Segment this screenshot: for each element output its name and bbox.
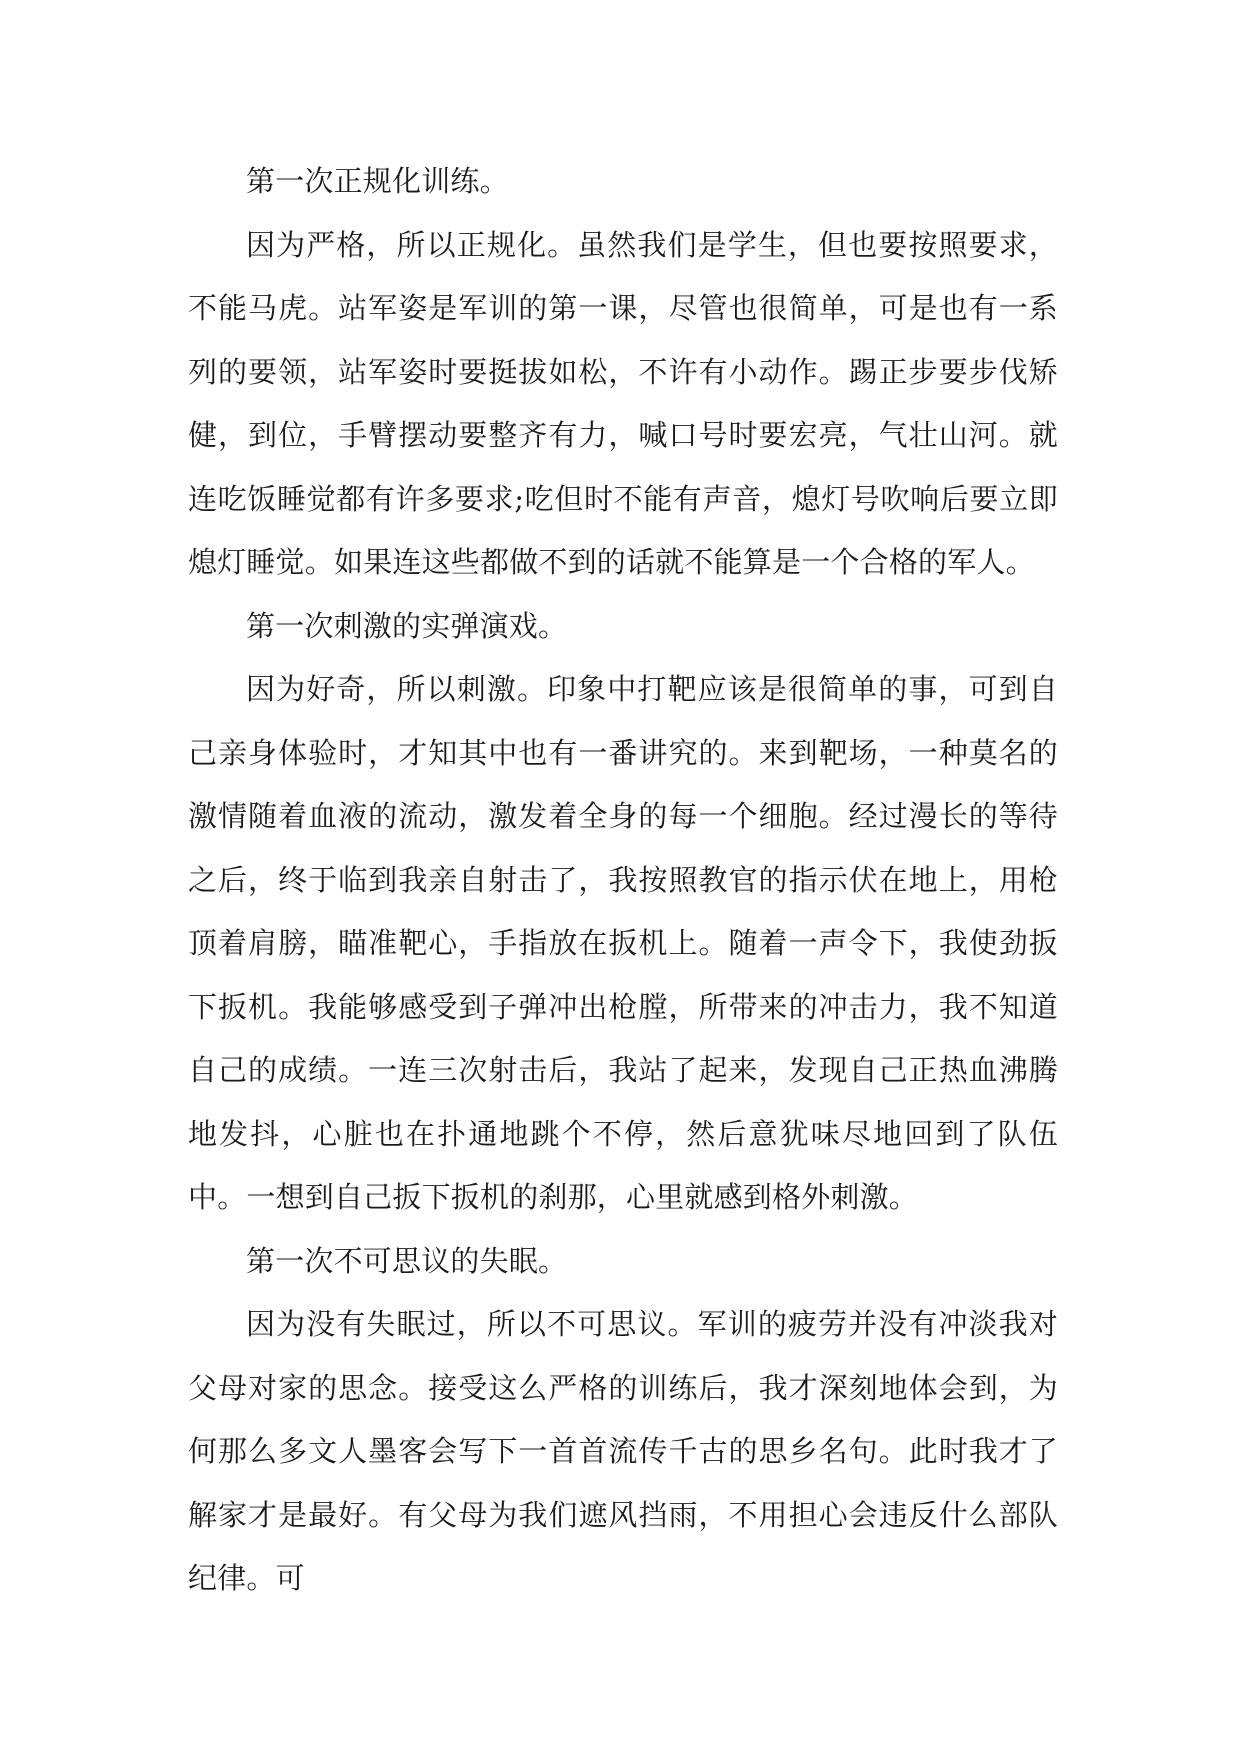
paragraph-formal-training: 因为严格，所以正规化。虽然我们是学生，但也要按照要求，不能马虎。站军姿是军训的第一课，尽管也很简单，可是也有一系列的要领，站军姿时要挺拔如松，不许有小动作。踢正步要步伐矫健，到位，手臂摆动要整齐有力，喊口号时要宏亮，气壮山河。就连吃饭睡觉都有许多要求;吃但时不能有声音，熄灯号吹响后要立即熄灯睡觉。如果连这些都做不到的话就不能算是一个合格的军人。: [188, 227, 1058, 579]
document-body: [188, 150, 1058, 1611]
paragraph-live-fire-drill: 因为好奇，所以刺激。印象中打靶应该是很简单的事，可到自己亲身体验时，才知其中也有一番讲究的。来到靶场，一种莫名的激情随着血液的流动，激发着全身的每一个细胞。经过漫长的等待之后，终于临到我亲自射击了，我按照教官的指示伏在地上，用枪顶着肩膀，瞄准靶心，手指放在扳机上。随着一声令下，我使劲扳下扳机。我能够感受到子弹冲出枪膛，所带来的冲击力，我不知道自己的成绩。一连三次射击后，我站了起来，发现自己正热血沸腾地发抖，心脏也在扑通地跳个不停，然后意犹味尽地回到了队伍中。一想到自己扳下扳机的刹那，心里就感到格外刺激。: [188, 672, 1058, 1214]
paragraph-insomnia: 因为没有失眠过，所以不可思议。军训的疲劳并没有冲淡我对父母对家的思念。接受这么严格的训练后，我才深刻地体会到，为何那么多文人墨客会写下一首首流传千古的思乡名句。此时我才了解家才是最好。有父母为我们遮风挡雨，不用担心会违反什么部队纪律。可: [188, 1307, 1058, 1595]
heading-first-live-fire-drill: 第一次刺激的实弹演戏。: [246, 608, 568, 643]
heading-first-formal-training: 第一次正规化训练。: [246, 164, 509, 198]
heading-first-insomnia: 第一次不可思议的失眠。: [246, 1243, 568, 1278]
